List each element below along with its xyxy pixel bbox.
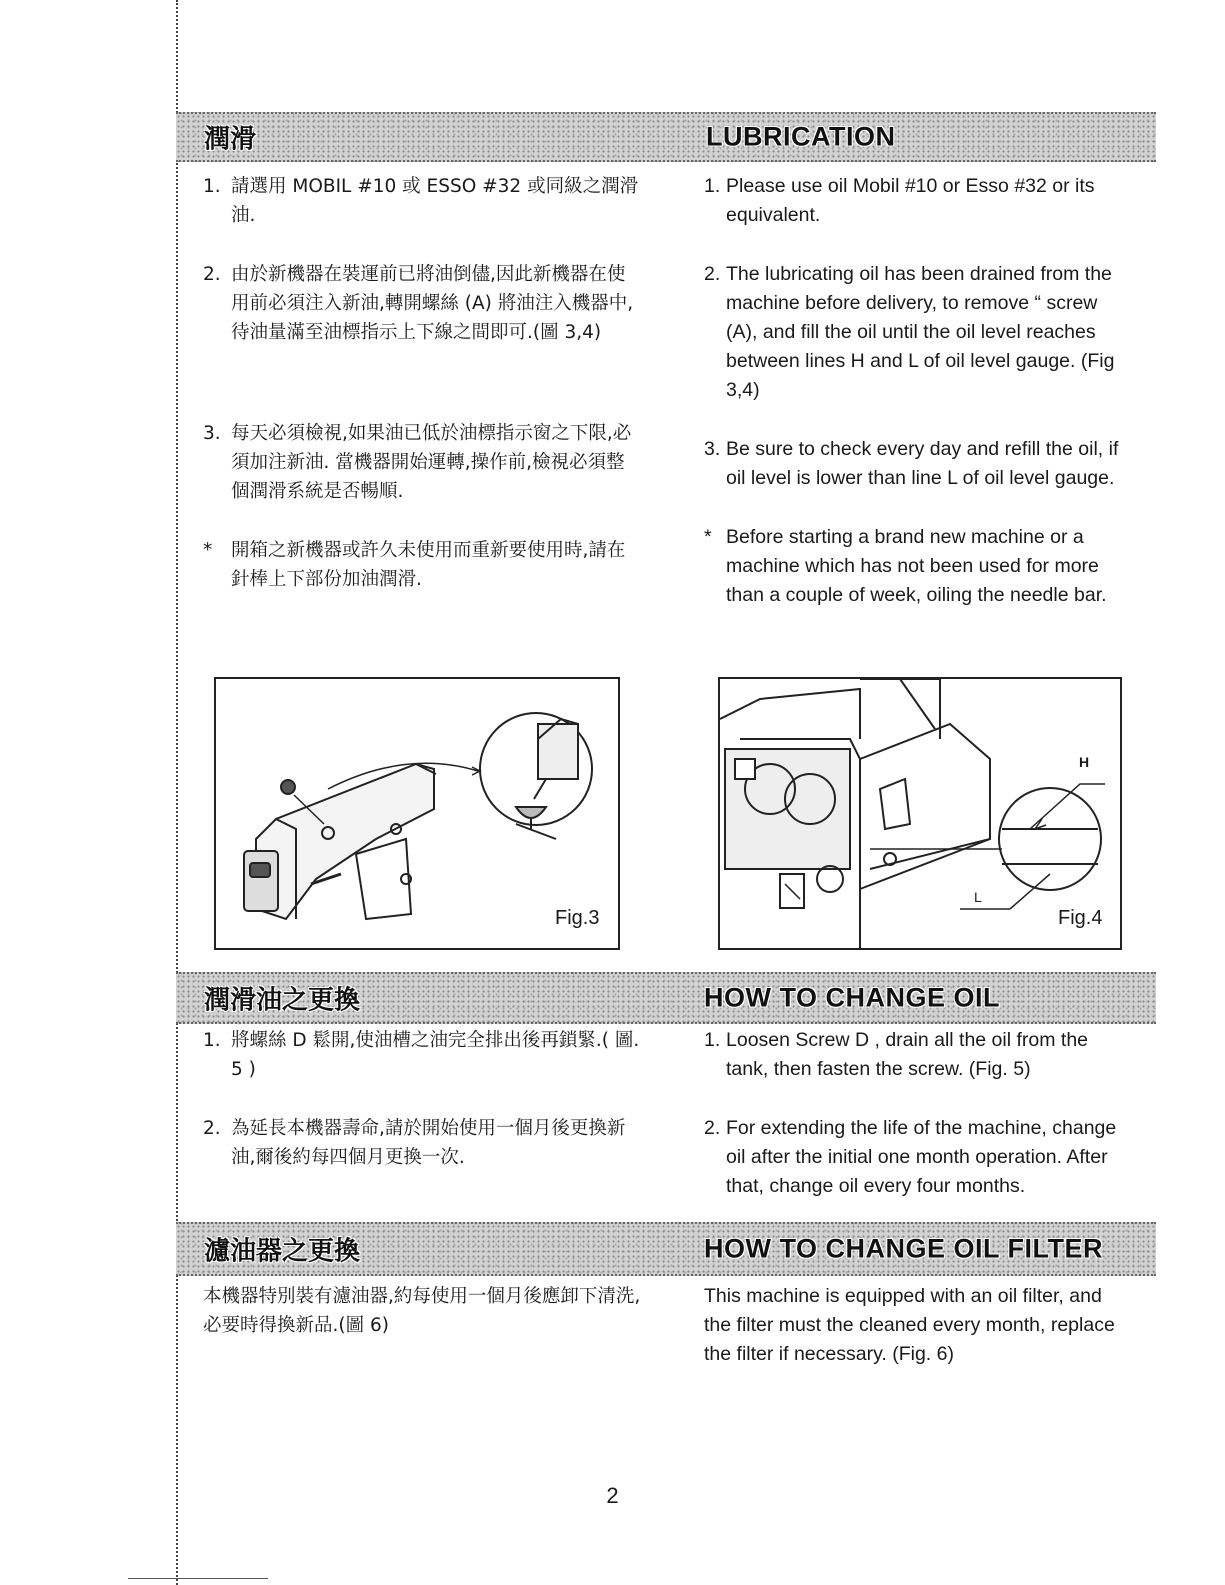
lubrication-zh-column (203, 172, 643, 594)
list-item: 3. Be sure to check every day and refill the oil, if oil level is lower than line L of oil level gauge. (704, 438, 1119, 489)
section-title-en: LUBRICATION (706, 121, 896, 152)
section-band-change-oil (176, 972, 1156, 1024)
list-item: 3. 每天必須檢視,如果油已低於油標指示窗之下限,必須加注新油. 當機器開始運轉,操作前,檢視必須整個潤滑系統是否暢順. (203, 423, 632, 502)
section-title-zh: 潤滑 (204, 124, 257, 155)
section-title-zh: 濾油器之更換 (204, 1236, 361, 1267)
change-filter-zh-text: 本機器特別裝有濾油器,約每使用一個月後應卸下清洗,必要時得換新品.(圖 6) (203, 1286, 641, 1336)
list-item: 2. 為延長本機器壽命,請於開始使用一個月後更換新油,爾後約每四個月更換一次. (203, 1118, 626, 1168)
change-oil-en-column (704, 1026, 1134, 1201)
lubrication-en-column (704, 172, 1124, 610)
figure-3-label: Fig.3 (555, 907, 600, 929)
footer-rule (128, 1578, 268, 1579)
section-band-lubrication (176, 112, 1156, 162)
section-band-change-filter (176, 1222, 1156, 1276)
list-item: 1. 將螺絲 D 鬆開,使油槽之油完全排出後再鎖緊.( 圖. 5 ) (203, 1030, 640, 1080)
list-item: 2. 由於新機器在裝運前已將油倒儘,因此新機器在使用前必須注入新油,轉開螺絲 (A) 將油注入機器中,待油量滿至油標指示上下線之間即可.(圖 3,4) (203, 264, 634, 343)
figure-4 (718, 677, 1122, 950)
fig4-l-label: L (974, 889, 982, 905)
figure-3 (214, 677, 620, 950)
list-item: 2. For extending the life of the machine, change oil after the initial one month operation. After that, change oil every four months. (704, 1117, 1117, 1197)
fig4-h-label: H (1079, 754, 1090, 770)
section-title-en: HOW TO CHANGE OIL (704, 982, 1000, 1013)
list-item: 2. The lubricating oil has been drained from the machine before delivery, to remove “ screw (A), and fill the oil until the oil level reaches between lines H and L of oil level gauge. (Fig 3,4) (704, 263, 1115, 401)
section-title-zh: 潤滑油之更換 (204, 985, 361, 1016)
change-oil-zh-column (203, 1026, 643, 1172)
figure-4-label: Fig.4 (1058, 907, 1103, 929)
list-item: 1. Please use oil Mobil #10 or Esso #32 or its equivalent. (704, 175, 1095, 226)
list-item: * Before starting a brand new machine or a machine which has not been used for more than a couple of week, oiling the needle bar. (704, 526, 1107, 606)
binding-dotted-line (176, 0, 178, 1585)
list-item: 1. Loosen Screw D , drain all the oil from the tank, then fasten the screw. (Fig. 5) (704, 1029, 1089, 1080)
page-number: 2 (606, 1483, 619, 1508)
list-item: 1. 請選用 MOBIL #10 或 ESSO #32 或同級之潤滑油. (203, 176, 639, 226)
section-title-en: HOW TO CHANGE OIL FILTER (704, 1233, 1103, 1264)
list-item: * 開箱之新機器或許久未使用而重新要使用時,請在針棒上下部份加油潤滑. (203, 540, 626, 590)
change-filter-en-text: This machine is equipped with an oil filter, and the filter must the cleaned every month, replace the filter if necessary. (Fig. 6) (704, 1285, 1115, 1365)
